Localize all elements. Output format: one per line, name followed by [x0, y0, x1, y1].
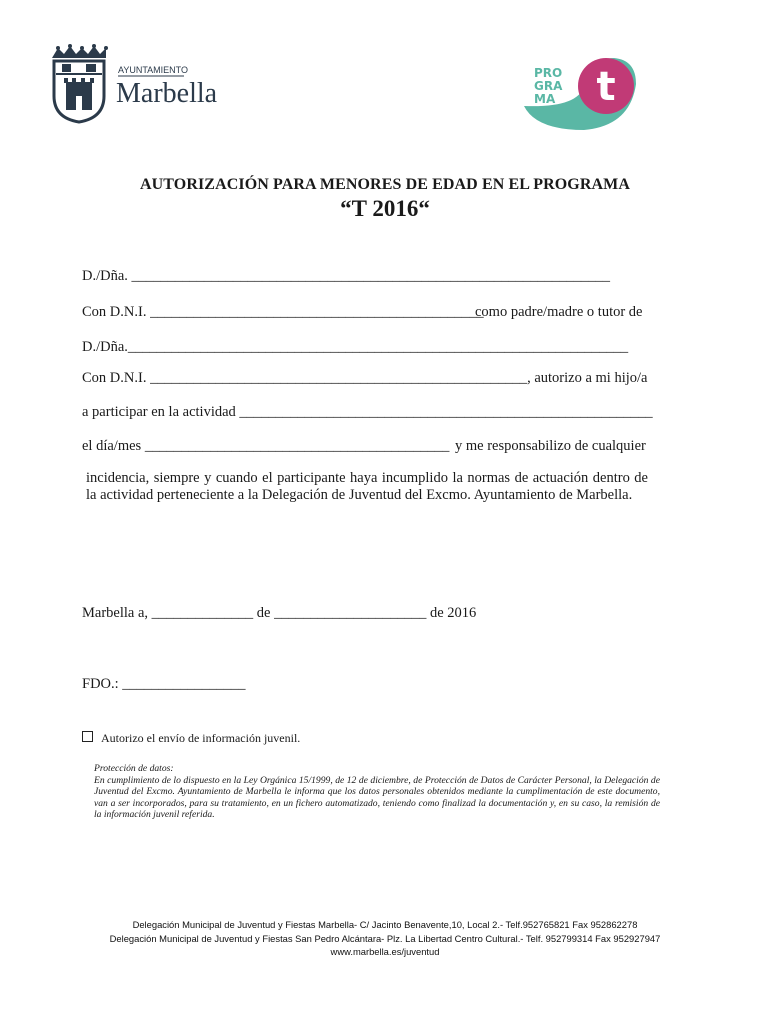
logo-line-3: MA	[534, 92, 556, 106]
guardian-label: como padre/madre o tutor de	[475, 304, 643, 320]
signature-line[interactable]: FDO.: _________________	[82, 676, 246, 692]
consent-checkbox[interactable]	[82, 731, 93, 742]
footer-address-marbella: Delegación Municipal de Juventud y Fiestas Marbella- C/ Jacinto Benavente,10, Local 2.- Telf.952765821 Fax 952862278	[132, 919, 638, 930]
marbella-logo	[50, 44, 265, 124]
minor-name-field-line[interactable]: D./Dña._____________________________________________________________________	[82, 339, 629, 355]
place-date-line[interactable]: Marbella a, ______________ de _____________________ de 2016	[82, 605, 477, 621]
name-field-line[interactable]: D./Dña. __________________________________________________________________	[82, 268, 611, 284]
data-protection-heading: Protección de datos:	[94, 763, 174, 774]
logo-letter: t	[596, 64, 616, 110]
logo-line-1: PRO	[534, 66, 563, 80]
date-field-line[interactable]: el día/mes __________________________________________	[82, 438, 450, 454]
programa-t-logo	[518, 56, 638, 136]
data-protection-text: En cumplimiento de lo dispuesto en la Ley Orgánica 15/1999, de 12 de diciembre, de Protección de Datos de Carácter Personal, la Delegación de Juventud del Excmo. Ayuntamiento de Marbella le informa que los datos personales obtenidos mediante la cumplimentación de este documento, van a ser incorporados, para su tratamiento, en un fichero automatizado, teniendo como finalizad la documentación y, en su caso, la remisión de la información juvenil referida.	[94, 774, 660, 820]
consent-label: Autorizo el envío de información juvenil.	[101, 731, 301, 745]
responsibility-label: y me responsabilizo de cualquier	[455, 438, 646, 454]
document-subtitle: “T 2016“	[340, 196, 430, 221]
minor-dni-field-line[interactable]: Con D.N.I. ____________________________________________________, autorizo a mi hijo/a	[82, 370, 648, 386]
logo-line-2: GRA	[534, 79, 563, 93]
data-protection-notice	[94, 763, 660, 821]
crown-icon	[52, 44, 108, 58]
shield-icon	[54, 61, 104, 122]
responsibility-paragraph: incidencia, siempre y cuando el participante haya incumplido la normas de actuación dentro de la actividad perteneciente a la Delegación de Juventud del Excmo. Ayuntamiento de Marbella.	[86, 470, 648, 503]
consent-checkbox-row[interactable]	[82, 731, 300, 746]
logo-name: Marbella	[116, 78, 218, 109]
footer	[0, 918, 770, 959]
logo-small-text: AYUNTAMIENTO	[118, 65, 189, 75]
activity-field-line[interactable]: a participar en la actividad _________________________________________________________	[82, 404, 653, 420]
dni-field-line[interactable]: Con D.N.I. ______________________________________________	[82, 304, 484, 320]
document-title: AUTORIZACIÓN PARA MENORES DE EDAD EN EL PROGRAMA	[139, 176, 631, 193]
footer-website-link[interactable]: www.marbella.es/juventud	[330, 946, 440, 957]
footer-address-san-pedro: Delegación Municipal de Juventud y Fiestas San Pedro Alcántara- Plz. La Libertad Centro Cultural.- Telf. 952799314 Fax 952927947	[109, 932, 661, 944]
